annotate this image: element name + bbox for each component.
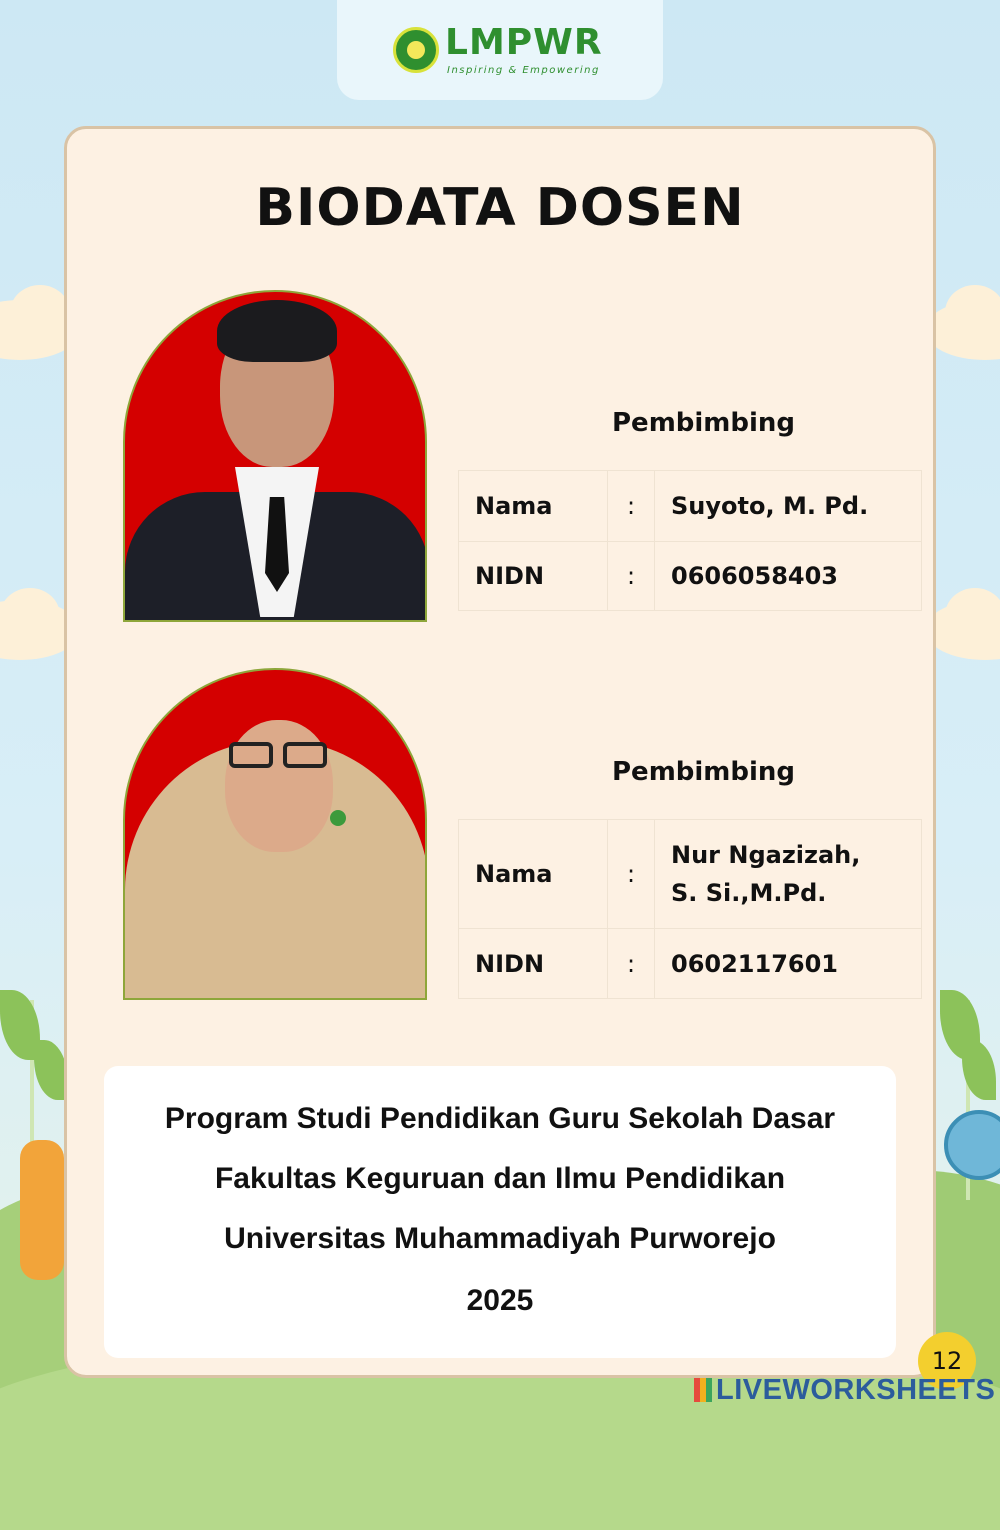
lecturer-1-info-table (458, 470, 922, 611)
name-label: Nama (459, 820, 608, 929)
separator: : (608, 820, 655, 929)
watermark-text: LIVEWORKSHEETS (716, 1374, 996, 1406)
nidn-label: NIDN (459, 929, 608, 999)
logo-tab (337, 0, 663, 100)
lecturer-1-role: Pembimbing (612, 408, 796, 438)
separator: : (608, 542, 655, 611)
lecturer-photo-2 (123, 668, 427, 1000)
lecturer-2-name-line-1: Nur Ngazizah, (671, 841, 861, 869)
logo-tagline: Inspiring & Empowering (447, 65, 600, 76)
name-label: Nama (459, 471, 608, 542)
study-program: Program Studi Pendidikan Guru Sekolah Dasar (164, 1102, 836, 1135)
lecturer-2-role: Pembimbing (612, 757, 796, 787)
page-number-badge: 12 (918, 1332, 976, 1390)
lecturer-1-name: Suyoto, M. Pd. (655, 471, 922, 542)
lecturer-2-name (655, 820, 922, 929)
logo-wordmark: LMPWR (445, 22, 603, 63)
lecturer-2-nidn: 0602117601 (655, 929, 922, 999)
nidn-label: NIDN (459, 542, 608, 611)
lecturer-photo-1 (123, 290, 427, 622)
university-emblem-icon (393, 27, 439, 73)
lecturer-2-info-table (458, 819, 922, 999)
liveworksheets-logo-icon (694, 1378, 712, 1402)
liveworksheets-watermark[interactable] (694, 1374, 995, 1407)
institution-box (104, 1066, 896, 1358)
lecturer-2-name-line-2: S. Si.,M.Pd. (671, 879, 827, 907)
separator: : (608, 471, 655, 542)
university: Universitas Muhammadiyah Purworejo (224, 1222, 776, 1255)
page-title: BIODATA DOSEN (255, 178, 745, 238)
faculty: Fakultas Keguruan dan Ilmu Pendidikan (214, 1162, 786, 1195)
lecturer-1-nidn: 0606058403 (655, 542, 922, 611)
separator: : (608, 929, 655, 999)
year: 2025 (466, 1284, 534, 1317)
